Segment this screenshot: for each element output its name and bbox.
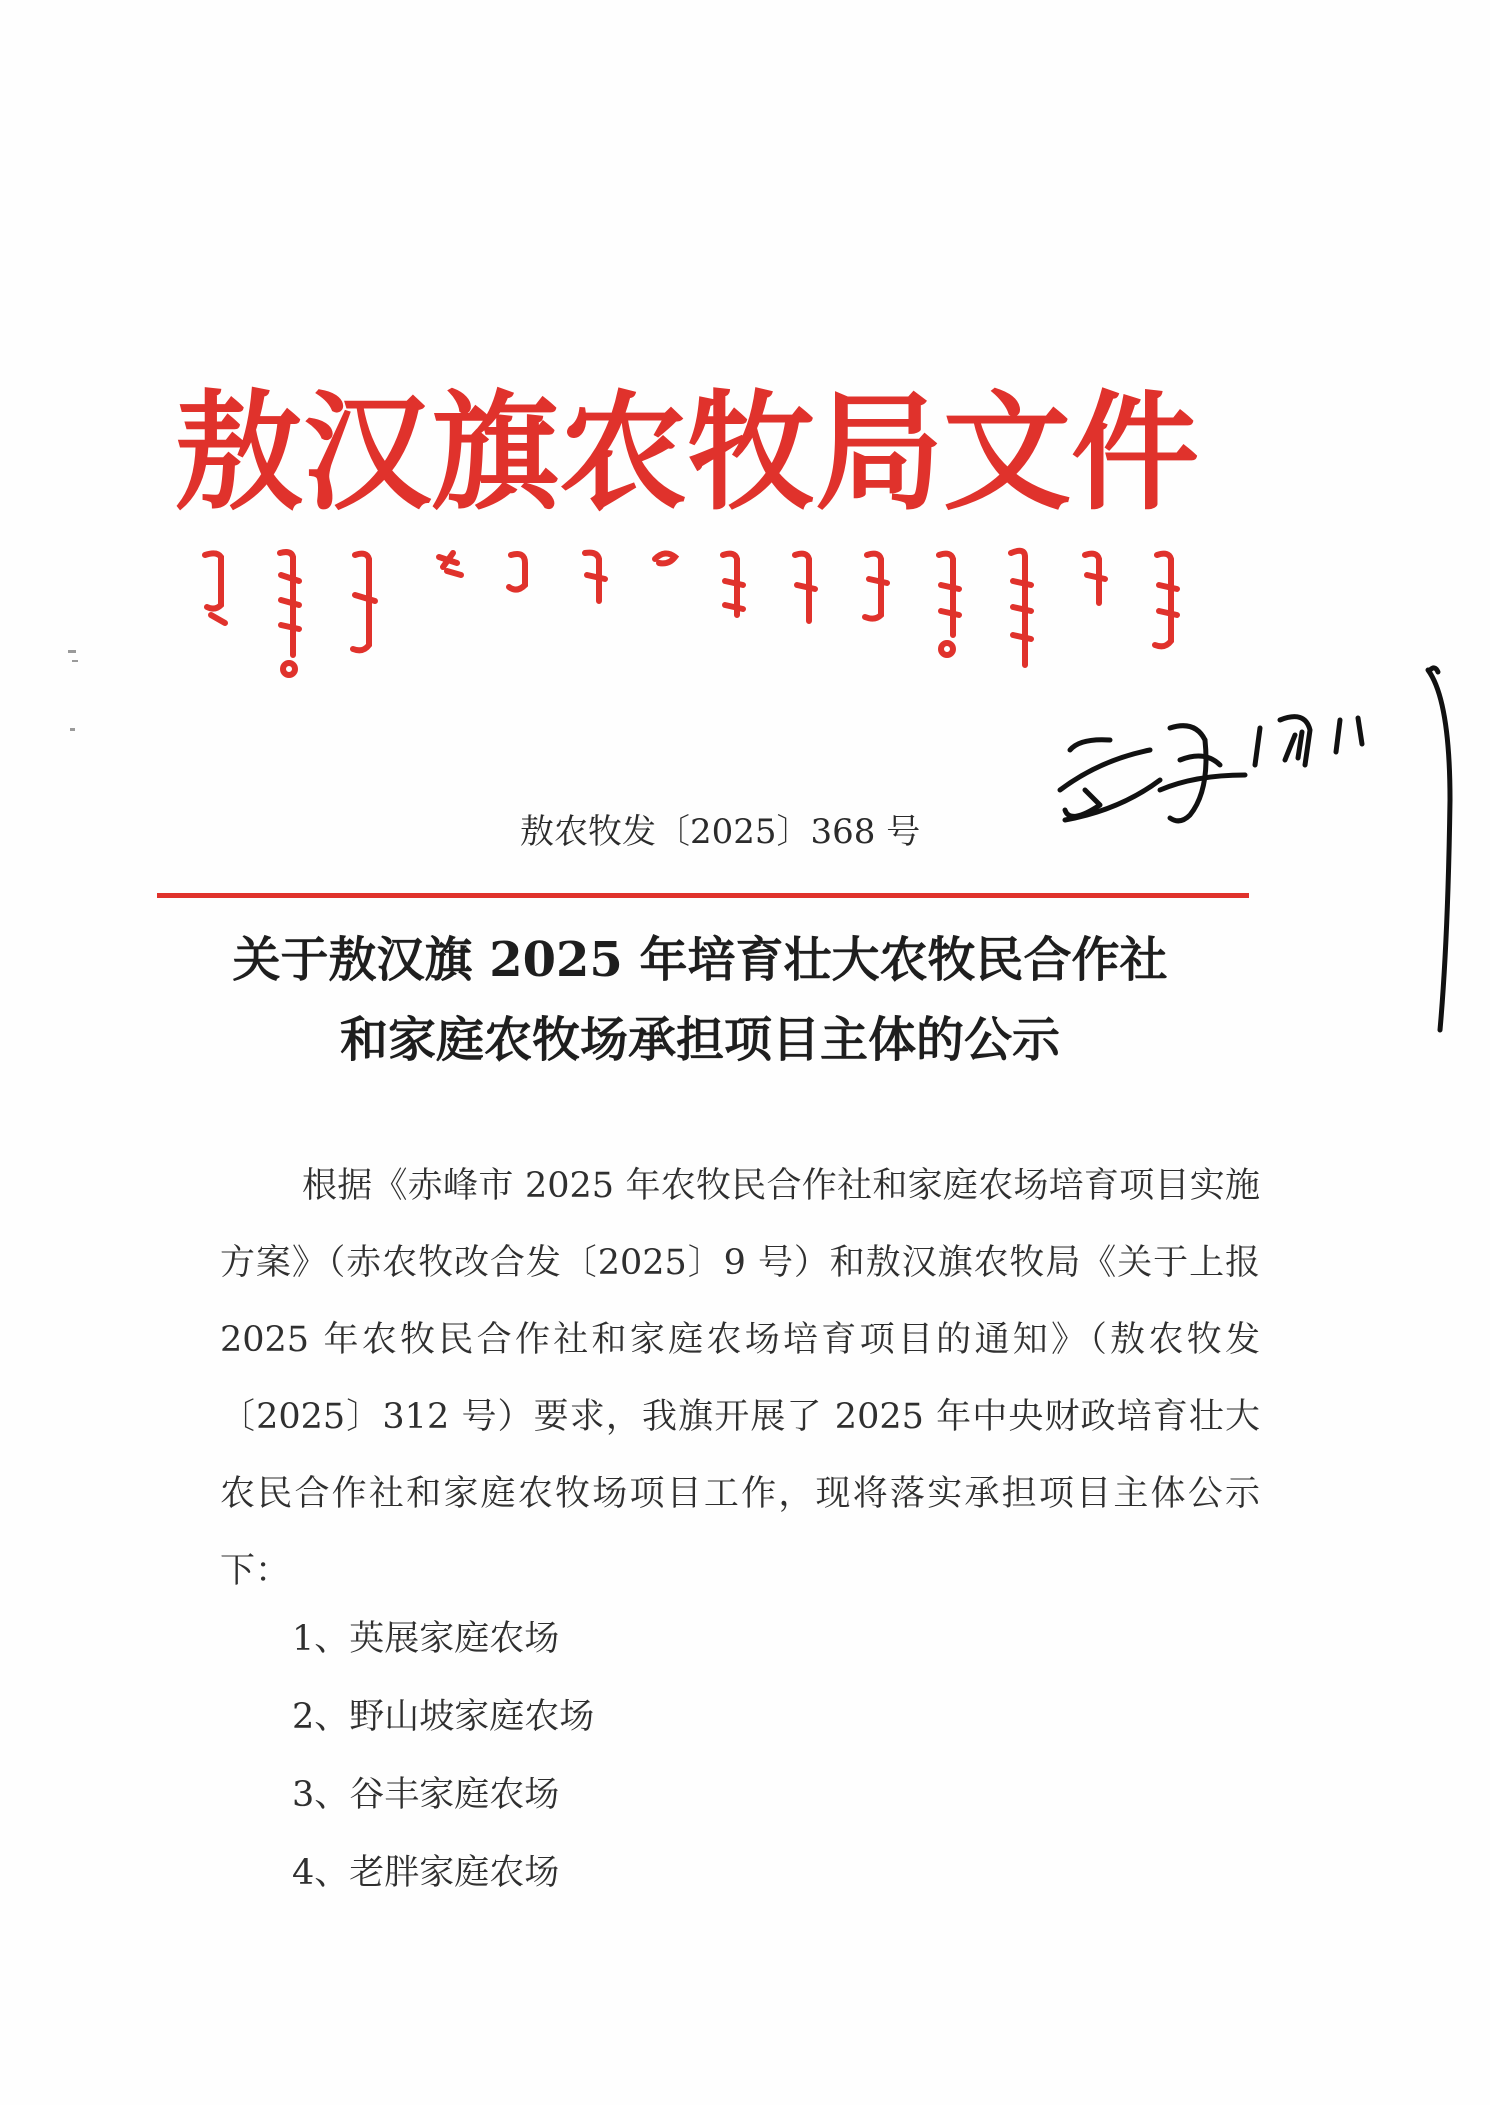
list-item: 1、英展家庭农场 xyxy=(292,1619,560,1659)
issuing-organization-title: 敖汉旗农牧局文件 xyxy=(175,378,1200,528)
list-item: 2、野山坡家庭农场 xyxy=(292,1697,595,1737)
red-divider-line xyxy=(157,893,1249,898)
notice-title-line-1: 关于敖汉旗 2025 年培育壮大农牧民合作社 xyxy=(232,932,1168,988)
notice-title-line-2: 和家庭农牧场承担项目主体的公示 xyxy=(339,1012,1060,1068)
project-entity-list xyxy=(292,1600,1092,1912)
list-item: 4、老胖家庭农场 xyxy=(292,1853,560,1893)
scan-artifact xyxy=(60,640,90,740)
list-item: 3、谷丰家庭农场 xyxy=(292,1775,560,1815)
body-paragraph: 根据《赤峰市 2025 年农牧民合作社和家庭农场培育项目实施方案》（赤农牧改合发〔2025〕9 号）和敖汉旗农牧局《关于上报 2025 年农牧民合作社和家庭农场培育项目的通知》（敖农牧发〔2025〕312 号）要求，我旗开展了 2025 年中央财政培育壮大农民合作社和家庭农牧场项目工作，现将落实承担项目主体公示下： xyxy=(220,1166,1260,1591)
notice-title xyxy=(150,920,1250,1080)
document-number: 敖农牧发〔2025〕368 号 xyxy=(520,812,921,852)
